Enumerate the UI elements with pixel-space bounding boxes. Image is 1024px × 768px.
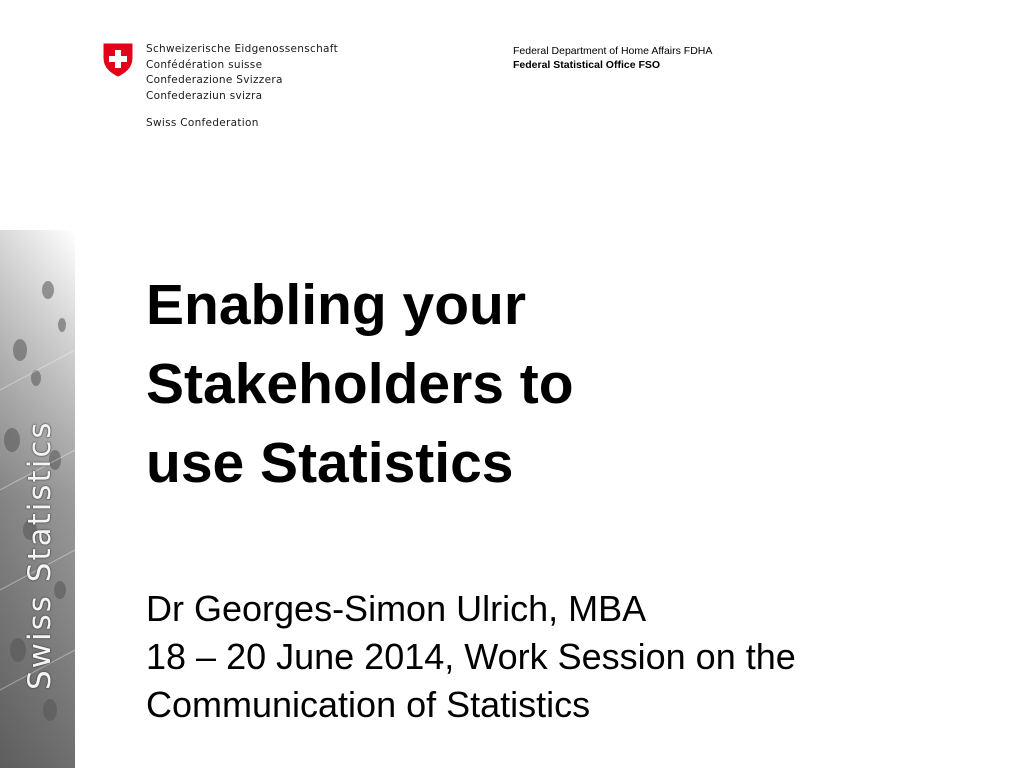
confederation-name-it: Confederazione Svizzera xyxy=(146,74,283,86)
department-name: Federal Department of Home Affairs FDHA xyxy=(513,45,713,57)
title-line: Stakeholders to xyxy=(146,352,574,416)
department-block xyxy=(513,44,712,72)
presenter-name: Dr Georges-Simon Ulrich, MBA xyxy=(146,588,647,629)
slide-subtitle xyxy=(146,585,1006,729)
slide-title xyxy=(146,266,966,503)
event-line: Communication of Statistics xyxy=(146,684,591,725)
title-line: Enabling your xyxy=(146,273,527,337)
confederation-name-rm: Confederaziun svizra xyxy=(146,89,263,102)
swiss-statistics-brand: Swiss Statistics xyxy=(22,420,58,690)
confederation-name-fr: Confédération suisse xyxy=(146,58,263,71)
title-line: use Statistics xyxy=(146,431,514,495)
confederation-short-name: Swiss Confederation xyxy=(146,117,259,129)
office-name: Federal Statistical Office FSO xyxy=(513,59,661,71)
swiss-shield-icon xyxy=(102,42,134,78)
confederation-names xyxy=(146,42,338,104)
event-line: 18 – 20 June 2014, Work Session on the xyxy=(146,636,796,677)
confederation-name-de: Schweizerische Eidgenossenschaft xyxy=(146,43,338,55)
